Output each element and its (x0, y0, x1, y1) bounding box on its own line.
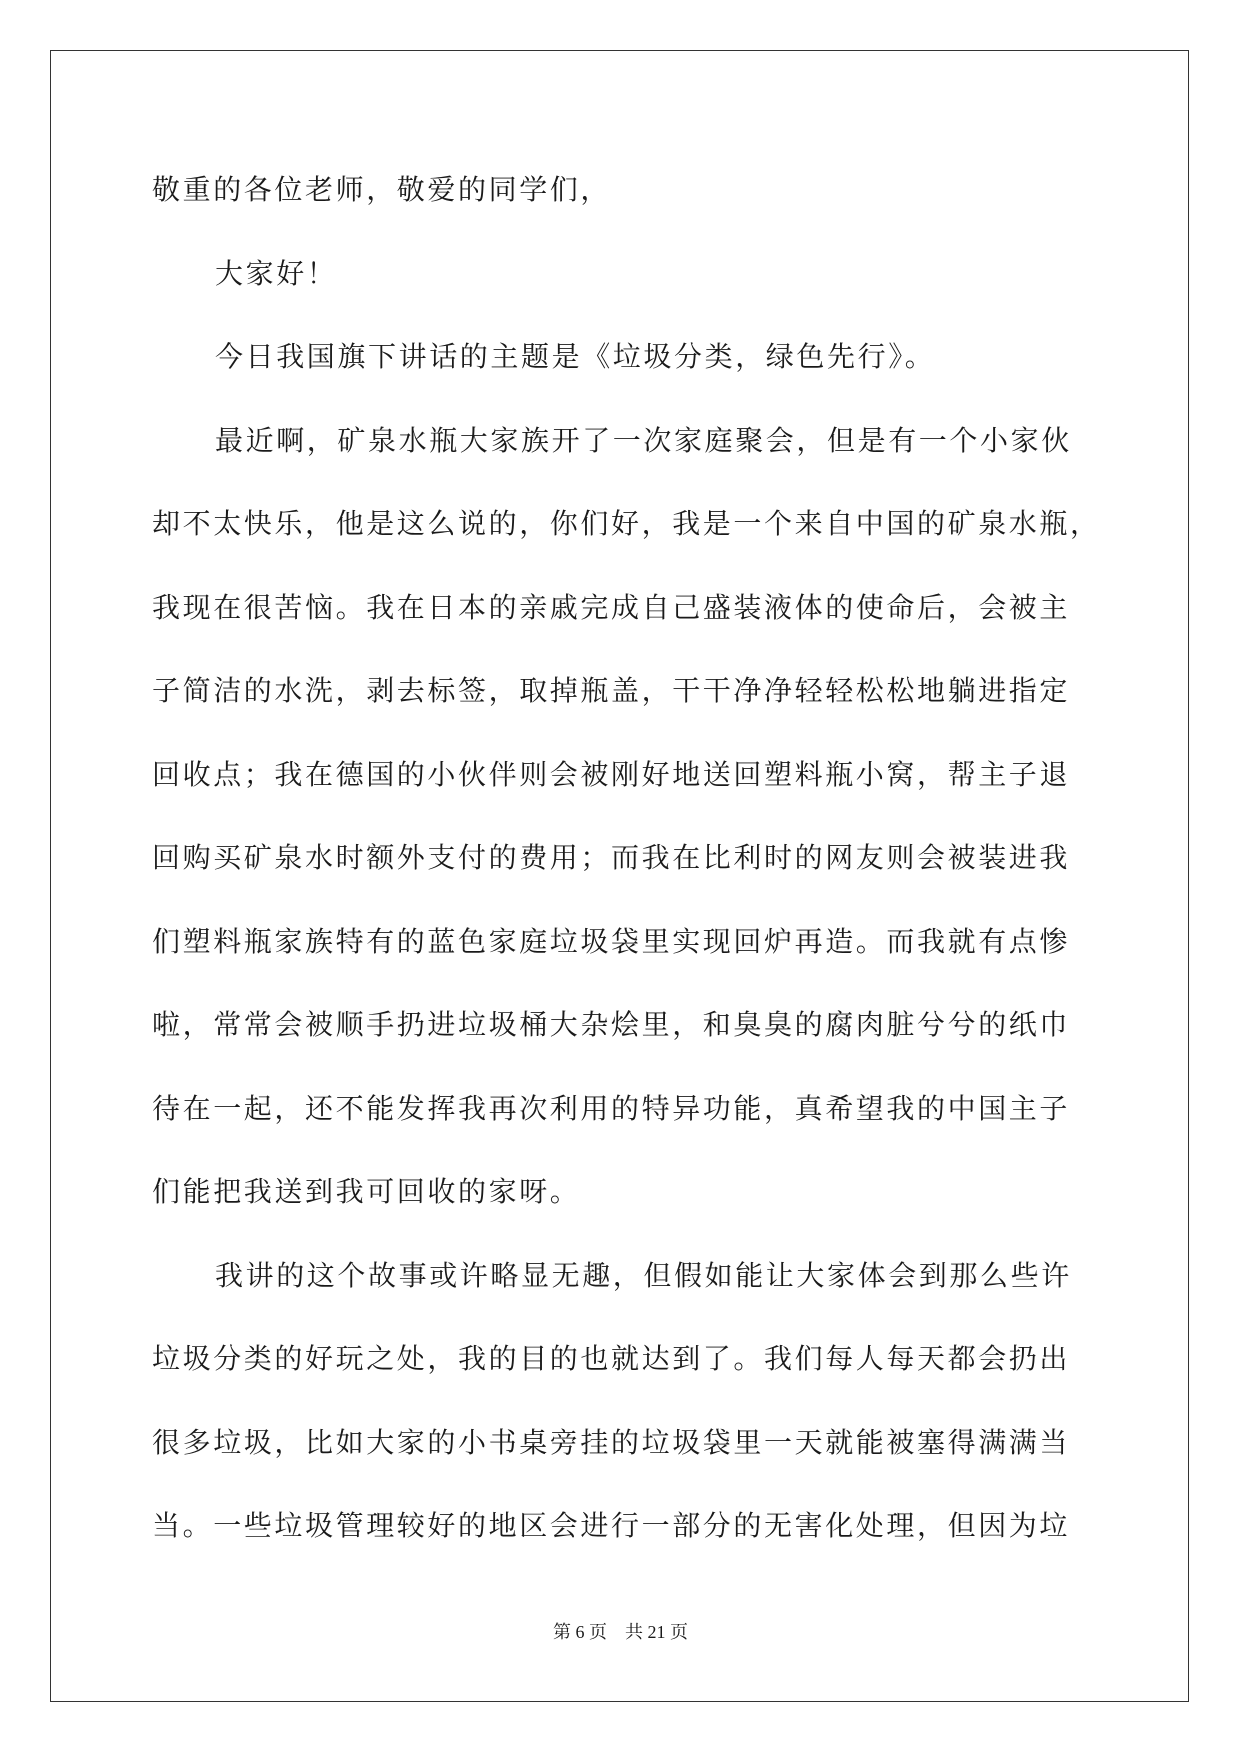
text-line: 我讲的这个故事或许略显无趣，但假如能让大家体会到那么些许 (215, 1258, 1072, 1292)
text-line: 回收点；我在德国的小伙伴则会被刚好地送回塑料瓶小窝，帮主子退 (152, 757, 1071, 791)
text-line: 敬重的各位老师，敬爱的同学们， (152, 173, 612, 206)
text-line: 最近啊，矿泉水瓶大家族开了一次家庭聚会，但是有一个小家伙 (215, 423, 1072, 457)
text-line: 当。一些垃圾管理较好的地区会进行一部分的无害化处理，但因为垃 (152, 1509, 1071, 1542)
text-line: 啦，常常会被顺手扔进垃圾桶大杂烩里，和臭臭的腐肉脏兮兮的纸巾 (152, 1008, 1071, 1041)
page-total: 共 21 页 (625, 1622, 688, 1642)
text-line: 们塑料瓶家族特有的蓝色家庭垃圾袋里实现回炉再造。而我就有点惨 (152, 924, 1071, 958)
text-line: 待在一起，还不能发挥我再次利用的特异功能，真希望我的中国主子 (152, 1091, 1071, 1125)
text-line: 们能把我送到我可回收的家呀。 (152, 1175, 581, 1208)
text-line: 很多垃圾，比如大家的小书桌旁挂的垃圾袋里一天就能被塞得满满当 (152, 1425, 1071, 1459)
text-line: 垃圾分类的好玩之处，我的目的也就达到了。我们每人每天都会扔出 (152, 1342, 1071, 1375)
text-line: 大家好！ (215, 256, 338, 290)
text-line: 我现在很苦恼。我在日本的亲戚完成自己盛装液体的使命后，会被主 (152, 590, 1071, 624)
text-line: 今日我国旗下讲话的主题是《垃圾分类，绿色先行》。 (215, 340, 936, 373)
text-line: 却不太快乐，他是这么说的，你们好，我是一个来自中国的矿泉水瓶， (152, 507, 1101, 540)
page-footer (0, 1618, 1241, 1644)
text-line: 回购买矿泉水时额外支付的费用；而我在比利时的网友则会被装进我 (152, 841, 1071, 874)
document-body (152, 160, 1101, 1580)
page-number: 第 6 页 (553, 1622, 607, 1642)
text-line: 子简洁的水洗，剥去标签，取掉瓶盖，干干净净轻轻松松地躺进指定 (152, 674, 1071, 707)
